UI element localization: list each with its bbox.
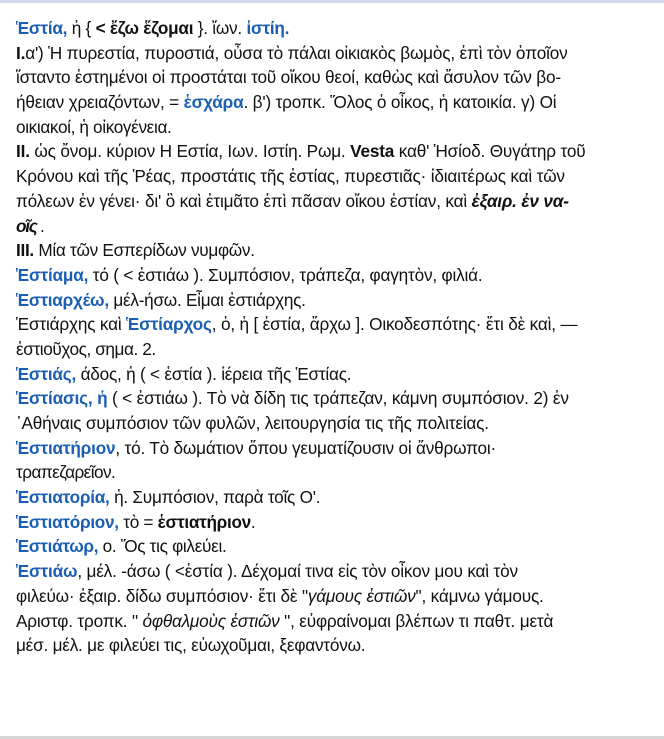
definition-text: άδος, ἡ ( < ἑστία ). ἱέρεια τῆς Ἑστίας. [76,363,352,384]
entry-line [16,559,662,584]
emphasis-text: I. [16,42,26,63]
headword: ἱστίη. [246,18,290,38]
definition-text: . β') τροπκ. Ὅλος ὁ οἶκος, ἡ κατοικία. γ) Οἱ [243,92,557,113]
definition-text: Κρόνου καὶ τῆς Ῥέας, προστάτις τῆς ἑστίας, πυρεστιᾶς· ἰδιαιτέρως καὶ τῶν [16,166,565,187]
entry-line [16,288,662,313]
definition-text: ᾿Αθήναις συμπόσιον τῶν φυλῶν, λειτουργησία τις τῆς πολιτείας. [16,413,489,433]
definition-text: ", εὐφραίνομαι βλέπων τι παθτ. μετὰ [279,610,554,631]
definition-text: καθ' Ἡσίοδ. Θυγάτηρ τοῦ [394,141,586,162]
entry-line [16,115,662,140]
emphasis-text: ὀφθαλμοὺς ἑστιῶν [142,610,280,631]
definition-text: . [250,511,256,532]
entry-line [16,90,662,115]
headword: Ἑστίαμα, [16,264,89,285]
definition-text: α') Ἡ πυρεστία, πυροστιά, οὖσα τὸ πάλαι οἰκιακὸς βωμὸς, ἐπὶ τὸν ὁποῖον [25,42,568,63]
entry-line [16,16,662,41]
definition-text: πόλεων ἐν γένει· δι' ὃ καὶ ἐτιμᾶτο ἐπὶ πᾶσαν οἴκου ἑστίαν, καὶ [16,190,472,211]
definition-text: μέλ-ήσω. Εἶμαι ἑστιάρχης. [108,289,306,310]
definition-text: Μία τῶν Εσπερίδων νυμφῶν. [33,240,255,261]
headword: Ἑστίασις, ἡ [16,388,108,409]
dictionary-entries [16,16,662,658]
definition-text: ἡ { [67,18,96,38]
emphasis-text: III. [16,240,34,261]
definition-text: τό ( < ἑστιάω ). Συμπόσιον, τράπεζα, φαγητὸν, φιλιά. [88,264,483,285]
entry-line [16,609,662,634]
emphasis-text: γάμους ἑστιῶν [307,585,416,606]
definition-text: μέσ. μέλ. με φιλεύει τις, εὐωχοῦμαι, ξεφαντόνω. [16,635,366,656]
definition-text: φιλεύω· ἐξαιρ. δίδω συμπόσιον· ἔτι δὲ " [16,585,308,606]
entry-line [16,41,662,66]
headword: Ἑστιατόριον, [16,511,119,532]
definition-text: Ἑστιάρχης καὶ [16,314,127,335]
entry-line [16,139,662,164]
headword: Ἑστιάς, [16,363,77,384]
headword: Ἑστία, [16,18,68,38]
entry-line [16,411,662,436]
definition-text: ήθειαν χρειαζόντων, = [16,92,184,113]
definition-text: τὸ = [118,511,158,532]
entry-line [16,214,662,239]
emphasis-text: Vesta [350,141,395,162]
entry-line [16,362,662,387]
emphasis-text: οῖς [16,215,37,236]
emphasis-text: < ἔζω ἕζομαι [95,18,198,38]
emphasis-text: ἑστιατήριον [157,511,251,532]
headword: Ἑστιαρχέω, [16,289,109,310]
definition-text: }. ἴων. [197,18,247,38]
definition-text: ἑστιοῦχος, σημα. 2. [16,338,156,359]
entry-line [16,263,662,288]
headword: Ἑστιάω [16,561,78,582]
definition-text: , ὁ, ἡ [ ἑστία, ἄρχω ]. Οικοδεσπότης· ἔτι δὲ καὶ, — [211,314,578,335]
definition-text: ἵσταντο ἑστημένοι οἱ προστάται τοῦ οἴκου θεοί, καθὼς καὶ ἄσυλον τῶν βο- [16,67,561,88]
emphasis-text: ἐξαιρ. ἐν να- [471,190,569,211]
definition-text: ὡς ὄνομ. κύριον Η Εστία, Ιων. Ιστίη. Ρωμ. [29,141,351,162]
definition-text: . [36,215,44,236]
definition-text: ἡ. Συμπόσιον, παρὰ τοῖς Ο'. [109,487,321,508]
headword: Ἑστιατήριον [16,437,116,458]
headword: Ἑστίαρχος [126,314,212,335]
entry-line [16,633,662,658]
definition-text: Αριστφ. τροπκ. " [16,610,143,631]
entry-line [16,189,662,214]
entry-line [16,510,662,535]
definition-text: ", κάμνω γάμους. [415,585,544,606]
entry-line [16,65,662,90]
headword: Ἑστιατορία, [16,487,110,508]
definition-text: , τό. Τὸ δωμάτιον ὅπου γευματίζουσιν οἱ ἄνθρωποι· [115,437,496,458]
entry-line [16,337,662,362]
entry-line [16,460,662,485]
entry-line [16,436,662,461]
entry-line [16,485,662,510]
emphasis-text: II. [16,141,30,162]
entry-line [16,386,662,411]
entry-line [16,584,662,609]
definition-text: ο. Ὅς τις φιλεύει. [98,536,227,557]
definition-text: τραπεζαρεῖον. [16,462,116,483]
entry-line [16,534,662,559]
headword: ἑσχάρα [183,92,244,113]
definition-text: ( < ἑστιάω ). Τὸ νὰ δίδη τις τράπεζαν, κάμνη συμπόσιον. 2) ἐν [107,388,569,409]
entry-line [16,238,662,263]
definition-text: , μέλ. -άσω ( <ἑστία ). Δέχομαί τινα εἰς τὸν οἶκον μου καὶ τὸν [77,561,518,582]
headword: Ἑστιάτωρ, [16,536,99,557]
definition-text: οικιακοί, ἡ οἰκογένεια. [16,116,172,137]
entry-line [16,312,662,337]
entry-line [16,164,662,189]
